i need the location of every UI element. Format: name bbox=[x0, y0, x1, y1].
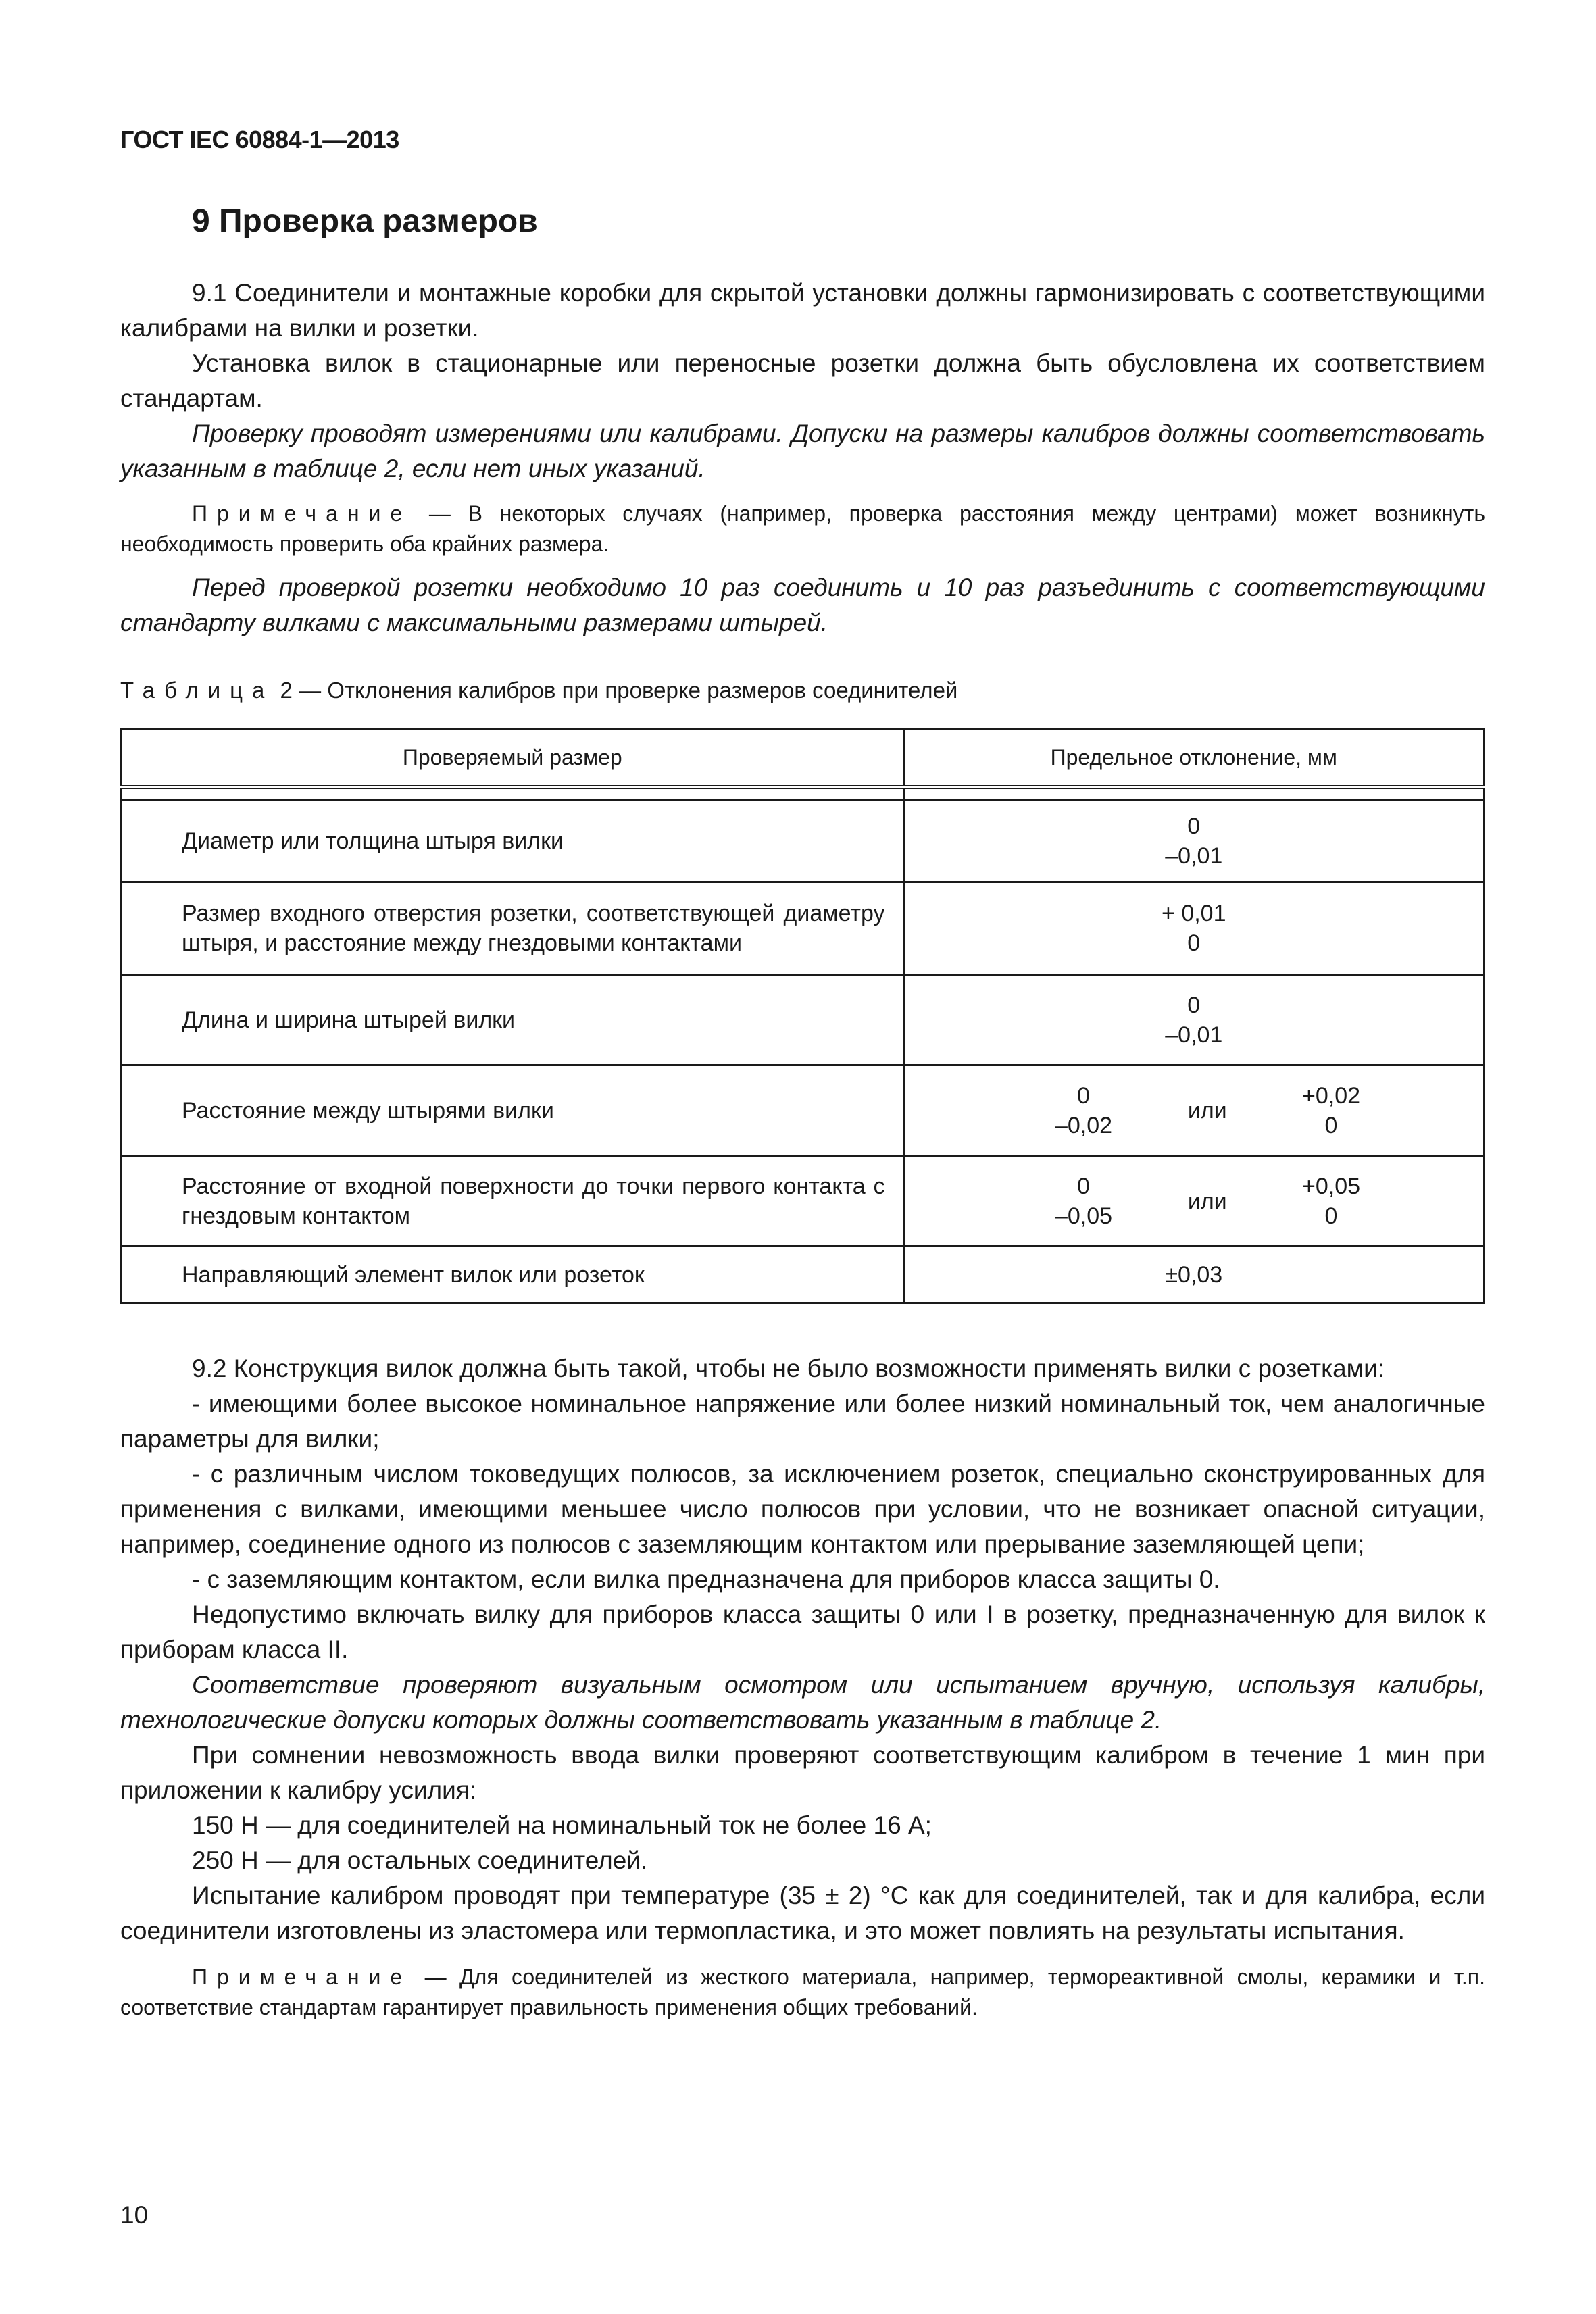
table-caption bbox=[120, 678, 957, 703]
note-text: — Для соединителей из жесткого материала, например, термореактивной смолы, керамики и т.п. соответствие стандартам гарантирует правильность применения общих требований. bbox=[120, 1965, 1485, 2019]
deviation-lower: 0 bbox=[1324, 1203, 1338, 1229]
deviation-upper: 0 bbox=[1077, 1082, 1090, 1109]
row-deviation bbox=[903, 975, 1484, 1065]
list-item: - с заземляющим контактом, если вилка предназначена для приборов класса защиты 0. bbox=[192, 1565, 1220, 1593]
paragraph-force-250: 250 Н — для остальных соединителей. bbox=[192, 1846, 648, 1874]
or-label: или bbox=[1187, 1097, 1227, 1124]
document-code: ГОСТ IEC 60884-1—2013 bbox=[120, 126, 399, 153]
row-deviation bbox=[903, 800, 1484, 882]
paragraph-compliance-check: Соответствие проверяют визуальным осмотром или испытанием вручную, используя калибры, технологические допуски которых должны соответствовать указанным в таблице 2. bbox=[120, 1671, 1485, 1734]
note-9-2 bbox=[120, 1962, 1485, 2023]
page-number: 10 bbox=[120, 2201, 149, 2229]
table-row bbox=[122, 1065, 1485, 1156]
section-title: 9 Проверка размеров bbox=[192, 203, 538, 239]
paragraph-plug-installation: Установка вилок в стационарные или переносные розетки должна быть обусловлена их соответствием стандартам. bbox=[120, 349, 1485, 412]
paragraph-9-1-intro: 9.1 Соединители и монтажные коробки для скрытой установки должны гармонизировать с соответствующими калибрами на вилки и розетки. bbox=[120, 279, 1485, 342]
deviation-option-a bbox=[1033, 1081, 1134, 1140]
deviation-lower: 0 bbox=[1187, 930, 1201, 956]
deviation-lower: 0 bbox=[1324, 1112, 1338, 1138]
table-caption-label: Таблица bbox=[120, 678, 274, 703]
paragraph-check-method: Проверку проводят измерениями или калибрами. Допуски на размеры калибров должны соответствовать указанным в таблице 2, если нет иных указаний. bbox=[120, 420, 1485, 482]
paragraph-9-2-intro: 9.2 Конструкция вилок должна быть такой, чтобы не было возможности применять вилки с розетками: bbox=[192, 1355, 1385, 1382]
deviation-lower: –0,01 bbox=[1165, 1022, 1223, 1048]
table-caption-text: 2 — Отклонения калибров при проверке размеров соединителей bbox=[274, 678, 958, 703]
list-item: - имеющими более высокое номинальное напряжение или более низкий номинальный ток, чем аналогичные параметры для вилки; bbox=[120, 1390, 1485, 1453]
deviation-upper: +0,05 bbox=[1301, 1173, 1361, 1199]
paragraph-class-restriction: Недопустимо включать вилку для приборов класса защиты 0 или I в розетку, предназначенную для вилок к приборам класса II. bbox=[120, 1601, 1485, 1663]
deviation-upper: + 0,01 bbox=[1162, 901, 1226, 926]
deviation-lower: –0,02 bbox=[1054, 1112, 1113, 1138]
column-header-dimension: Проверяемый размер bbox=[122, 729, 904, 788]
row-deviation bbox=[903, 1065, 1484, 1156]
table-row bbox=[122, 882, 1485, 975]
paragraph-force-check: При сомнении невозможность ввода вилки проверяют соответствующим калибром в течение 1 мин при приложении к калибру усилия: bbox=[120, 1741, 1485, 1804]
note-label: Примечание bbox=[192, 501, 412, 526]
deviation-upper: 0 bbox=[1187, 813, 1201, 839]
column-header-deviation: Предельное отклонение, мм bbox=[903, 729, 1484, 788]
or-label: или bbox=[1187, 1188, 1227, 1214]
paragraph-force-150: 150 Н — для соединителей на номинальный ток не более 16 А; bbox=[192, 1811, 932, 1839]
section-9-1 bbox=[120, 276, 1485, 640]
row-dimension: Диаметр или толщина штыря вилки bbox=[122, 800, 904, 882]
deviation-upper: +0,02 bbox=[1301, 1082, 1361, 1109]
list-item: - с различным числом токоведущих полюсов, за исключением розеток, специально сконструированных для применения с вилками, имеющими меньшее число полюсов при условии, что не возникает опасной ситуации, например, соединение одного из полюсов с заземляющим контактом или прерывание заземляющей цепи; bbox=[120, 1460, 1485, 1558]
row-dimension: Длина и ширина штырей вилки bbox=[122, 975, 904, 1065]
table-row bbox=[122, 800, 1485, 882]
note-9-1 bbox=[120, 499, 1485, 559]
row-dimension: Размер входного отверстия розетки, соответствующей диаметру штыря, и расстояние между гнездовыми контактами bbox=[122, 882, 904, 975]
row-dimension: Расстояние от входной поверхности до точки первого контакта с гнездовым контактом bbox=[122, 1156, 904, 1247]
note-text: — В некоторых случаях (например, проверка расстояния между центрами) может возникнуть необходимость проверить оба крайних размера. bbox=[120, 501, 1485, 556]
deviation-upper: 0 bbox=[1077, 1173, 1090, 1199]
row-deviation bbox=[903, 1156, 1484, 1247]
paragraph-pre-check: Перед проверкой розетки необходимо 10 раз соединить и 10 раз разъединить с соответствующими стандарту вилками с максимальными размерами штырей. bbox=[120, 574, 1485, 636]
deviation-option-a bbox=[1033, 1172, 1134, 1231]
table-row bbox=[122, 1247, 1485, 1303]
row-dimension: Расстояние между штырями вилки bbox=[122, 1065, 904, 1156]
table-header-row bbox=[122, 729, 1485, 788]
deviation-option-b bbox=[1280, 1081, 1382, 1140]
table-row bbox=[122, 1156, 1485, 1247]
deviation-upper: 0 bbox=[1187, 992, 1201, 1018]
section-9-2 bbox=[120, 1351, 1485, 2023]
paragraph-temperature: Испытание калибром проводят при температуре (35 ± 2) °С как для соединителей, так и для калибра, если соединители изготовлены из эластомера или термопластика, и это может повлиять на результаты испытания. bbox=[120, 1882, 1485, 1944]
row-deviation bbox=[903, 882, 1484, 975]
deviation-lower: –0,01 bbox=[1165, 842, 1223, 869]
table-row bbox=[122, 975, 1485, 1065]
deviation-lower: –0,05 bbox=[1054, 1203, 1113, 1229]
header-separator bbox=[122, 787, 1485, 800]
note-label: Примечание bbox=[192, 1965, 412, 1989]
row-dimension: Направляющий элемент вилок или розеток bbox=[122, 1247, 904, 1303]
calibre-deviation-table bbox=[120, 728, 1485, 1304]
deviation-option-b bbox=[1280, 1172, 1382, 1231]
row-deviation: ±0,03 bbox=[903, 1247, 1484, 1303]
